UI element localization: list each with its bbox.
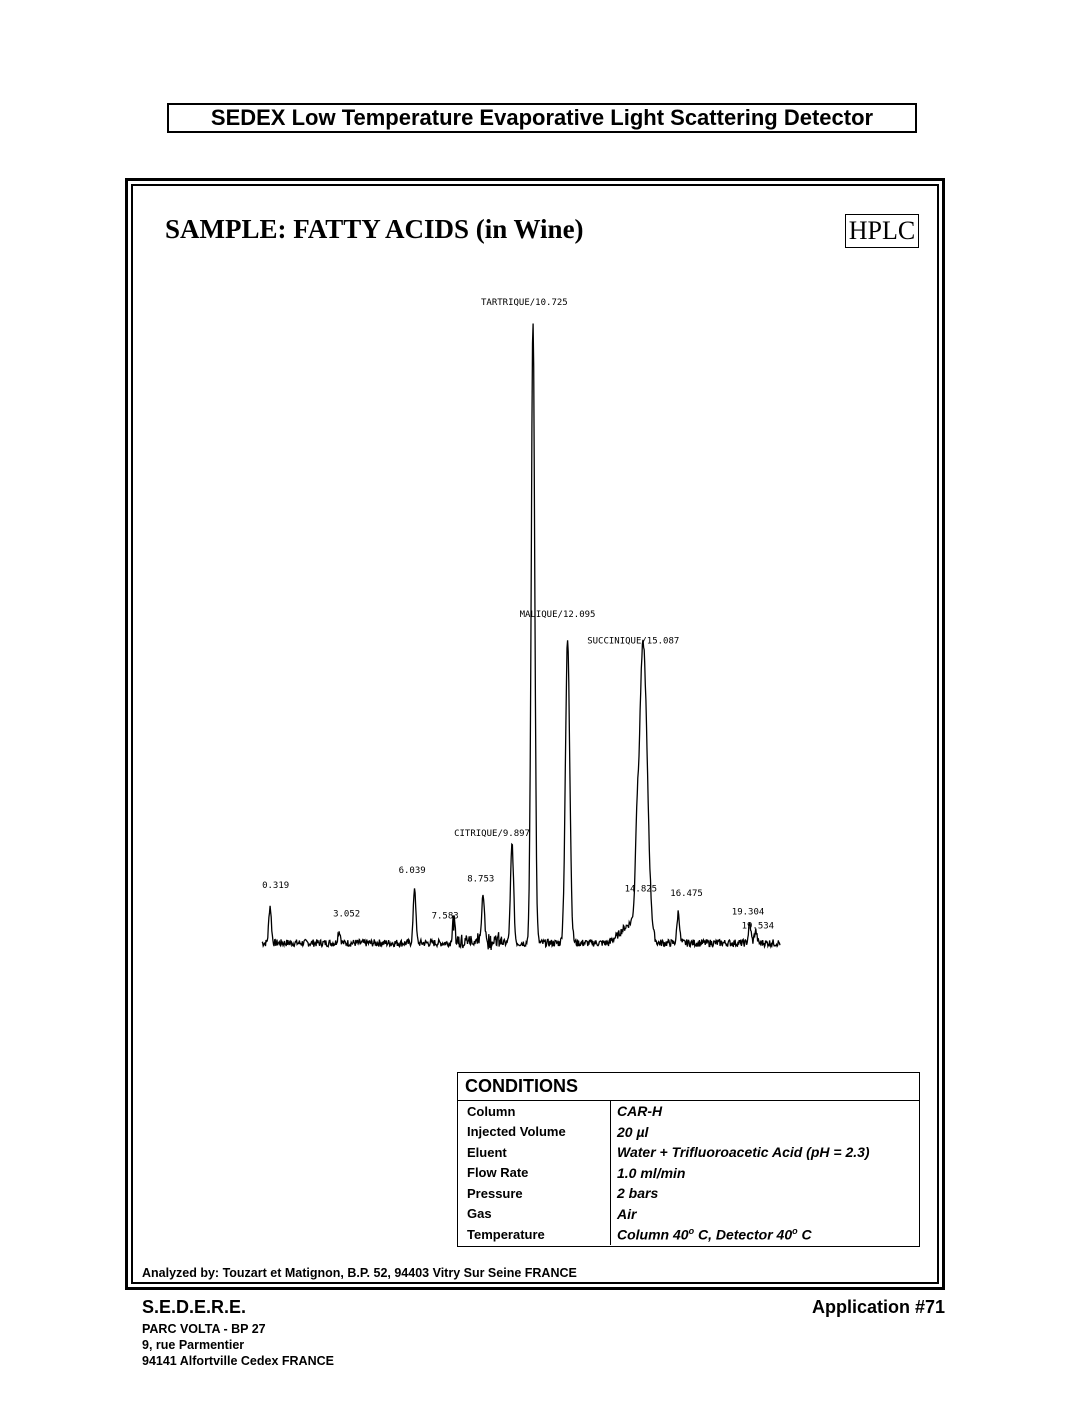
condition-value: 1.0 ml/min	[617, 1164, 686, 1181]
detector-header-title: SEDEX Low Temperature Evaporative Light Scattering Detector	[167, 103, 917, 133]
peak-label: 7.583	[431, 911, 459, 922]
application-number: Application #71	[811, 1297, 945, 1317]
peak-label: SUCCINIQUE/15.087	[587, 636, 680, 647]
conditions-header: CONDITIONS	[458, 1073, 919, 1101]
table-row	[458, 1204, 919, 1225]
degree-sup: o	[792, 1225, 798, 1236]
table-row	[458, 1142, 919, 1163]
address-line: 94141 Alfortville Cedex FRANCE	[142, 1354, 334, 1368]
temp-part: C, Detector 40	[694, 1226, 793, 1243]
table-row	[458, 1224, 919, 1245]
address-line: 9, rue Parmentier	[142, 1338, 245, 1352]
condition-label: Eluent	[458, 1142, 611, 1163]
condition-label: Gas	[458, 1204, 611, 1225]
degree-sup: o	[688, 1225, 695, 1236]
address-line: PARC VOLTA - BP 27	[142, 1322, 266, 1336]
analyzed-by: Analyzed by: Touzart et Matignon, B.P. 52, 94403 Vitry Sur Seine FRANCE	[142, 1266, 577, 1280]
temp-part: Column 40	[617, 1226, 689, 1243]
condition-label: Temperature	[458, 1224, 611, 1245]
condition-value: Water + Trifluoroacetic Acid (pH = 2.3)	[617, 1144, 870, 1161]
peak-label: TARTRIQUE/10.725	[481, 298, 568, 308]
condition-label: Pressure	[458, 1183, 611, 1204]
condition-value: CAR-H	[617, 1103, 663, 1120]
table-row	[458, 1183, 919, 1204]
peak-label: 0.319	[262, 880, 290, 891]
conditions-table	[458, 1101, 919, 1245]
condition-label: Column	[458, 1101, 611, 1122]
peak-labels	[262, 298, 774, 932]
peak-label: MALIQUE/12.095	[519, 610, 596, 621]
table-row	[458, 1163, 919, 1184]
condition-value: Air	[617, 1205, 637, 1222]
sample-title: SAMPLE: FATTY ACIDS (in Wine)	[165, 214, 584, 244]
peak-label: 8.753	[467, 874, 495, 885]
table-row	[458, 1122, 919, 1143]
peak-label: 6.039	[398, 866, 426, 877]
hplc-badge: HPLC	[845, 214, 919, 248]
chromatogram-trace	[262, 324, 780, 951]
peak-label: 14.825	[624, 884, 658, 895]
company-name: S.E.D.E.R.E.	[142, 1297, 247, 1317]
peak-label: 19.304	[731, 907, 765, 918]
table-row	[458, 1101, 919, 1122]
peak-label: 3.052	[333, 909, 361, 920]
temp-part: C	[797, 1226, 812, 1243]
condition-label: Flow Rate	[458, 1163, 611, 1184]
condition-value: 20 µl	[617, 1123, 649, 1140]
peak-label: 16.475	[670, 889, 703, 899]
condition-label: Injected Volume	[458, 1122, 611, 1143]
conditions-panel	[457, 1072, 920, 1247]
peak-label: CITRIQUE/9.897	[454, 828, 530, 839]
peak-label: 19.534	[741, 921, 775, 932]
condition-value	[611, 1224, 920, 1245]
condition-value: 2 bars	[617, 1185, 659, 1202]
